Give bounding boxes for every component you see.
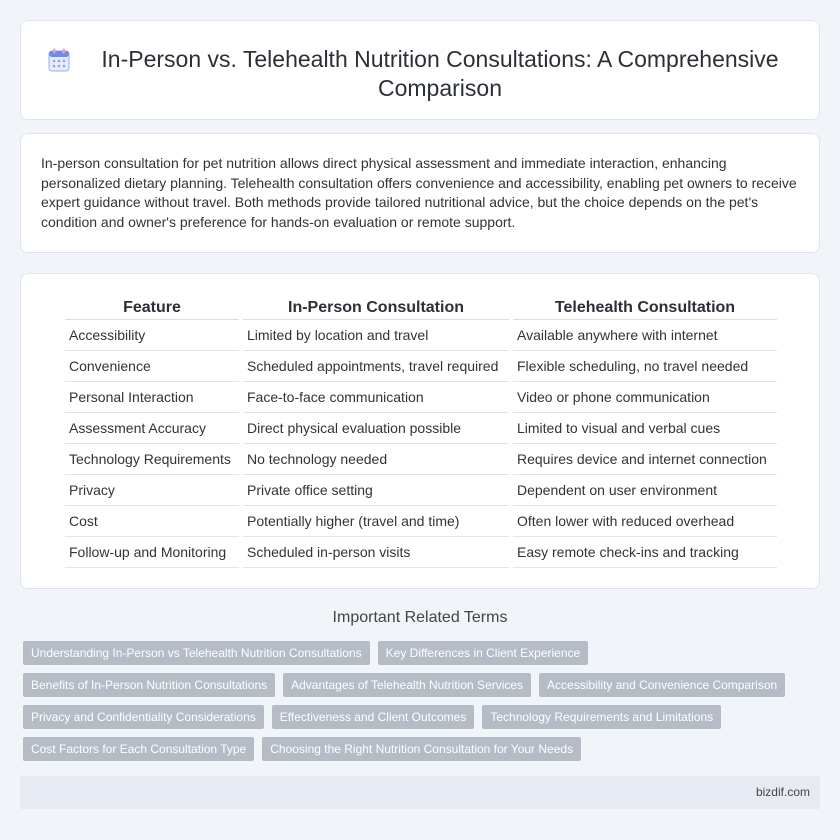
related-term-tag[interactable]: Understanding In-Person vs Telehealth Nutrition Consultations [23, 641, 370, 665]
intro-card [20, 133, 820, 253]
comparison-table-card [20, 273, 820, 589]
cell-telehealth: Often lower with reduced overhead [513, 506, 777, 537]
cell-in-person: Private office setting [243, 475, 509, 506]
cell-telehealth: Flexible scheduling, no travel needed [513, 351, 777, 382]
page-title: In-Person vs. Telehealth Nutrition Consultations: A Comprehensive Comparison [101, 46, 779, 101]
table-row [65, 413, 777, 444]
related-term-tag[interactable]: Advantages of Telehealth Nutrition Services [283, 673, 531, 697]
table-row [65, 382, 777, 413]
cell-feature: Convenience [65, 351, 239, 382]
table-row [65, 320, 777, 351]
cell-in-person: Scheduled in-person visits [243, 537, 509, 568]
header-telehealth: Telehealth Consultation [513, 296, 777, 320]
tag-row [23, 673, 823, 705]
related-terms-tags [23, 641, 823, 769]
footer [20, 776, 820, 809]
intro-text: In-person consultation for pet nutrition allows direct physical assessment and immediate interaction, enhancing personalized dietary planning. Telehealth consultation offers convenience and accessibility, enabling pet owners to receive expert guidance without travel. Both methods provide tailored nutritional advice, but the choice depends on the pet's condition and owner's preference for hands-on evaluation or remote support. [41, 155, 797, 230]
related-term-tag[interactable]: Effectiveness and Client Outcomes [272, 705, 475, 729]
cell-feature: Accessibility [65, 320, 239, 351]
title-card [20, 20, 820, 120]
cell-feature: Personal Interaction [65, 382, 239, 413]
cell-in-person: Direct physical evaluation possible [243, 413, 509, 444]
calendar-icon [48, 48, 70, 72]
cell-telehealth: Video or phone communication [513, 382, 777, 413]
cell-feature: Cost [65, 506, 239, 537]
cell-in-person: Limited by location and travel [243, 320, 509, 351]
comparison-table [61, 296, 781, 568]
cell-telehealth: Requires device and internet connection [513, 444, 777, 475]
table-row [65, 351, 777, 382]
cell-in-person: Face-to-face communication [243, 382, 509, 413]
cell-feature: Follow-up and Monitoring [65, 537, 239, 568]
related-terms-title: Important Related Terms [332, 609, 508, 626]
related-term-tag[interactable]: Privacy and Confidentiality Considerations [23, 705, 264, 729]
table-row [65, 444, 777, 475]
related-term-tag[interactable]: Benefits of In-Person Nutrition Consultations [23, 673, 275, 697]
related-term-tag[interactable]: Choosing the Right Nutrition Consultation for Your Needs [262, 737, 581, 761]
tag-row [23, 641, 823, 673]
related-term-tag[interactable]: Key Differences in Client Experience [378, 641, 589, 665]
cell-telehealth: Dependent on user environment [513, 475, 777, 506]
cell-telehealth: Easy remote check-ins and tracking [513, 537, 777, 568]
cell-feature: Privacy [65, 475, 239, 506]
cell-telehealth: Available anywhere with internet [513, 320, 777, 351]
cell-in-person: No technology needed [243, 444, 509, 475]
cell-feature: Technology Requirements [65, 444, 239, 475]
table-row [65, 537, 777, 568]
related-term-tag[interactable]: Cost Factors for Each Consultation Type [23, 737, 254, 761]
cell-telehealth: Limited to visual and verbal cues [513, 413, 777, 444]
table-row [65, 506, 777, 537]
tag-row [23, 705, 823, 737]
table-header-row [65, 296, 777, 320]
header-in-person: In-Person Consultation [243, 296, 509, 320]
related-term-tag[interactable]: Technology Requirements and Limitations [482, 705, 721, 729]
cell-in-person: Potentially higher (travel and time) [243, 506, 509, 537]
cell-feature: Assessment Accuracy [65, 413, 239, 444]
related-term-tag[interactable]: Accessibility and Convenience Comparison [539, 673, 785, 697]
table-row [65, 475, 777, 506]
footer-site[interactable]: bizdif.com [755, 785, 810, 799]
cell-in-person: Scheduled appointments, travel required [243, 351, 509, 382]
header-feature: Feature [65, 296, 239, 320]
tag-row [23, 737, 823, 769]
